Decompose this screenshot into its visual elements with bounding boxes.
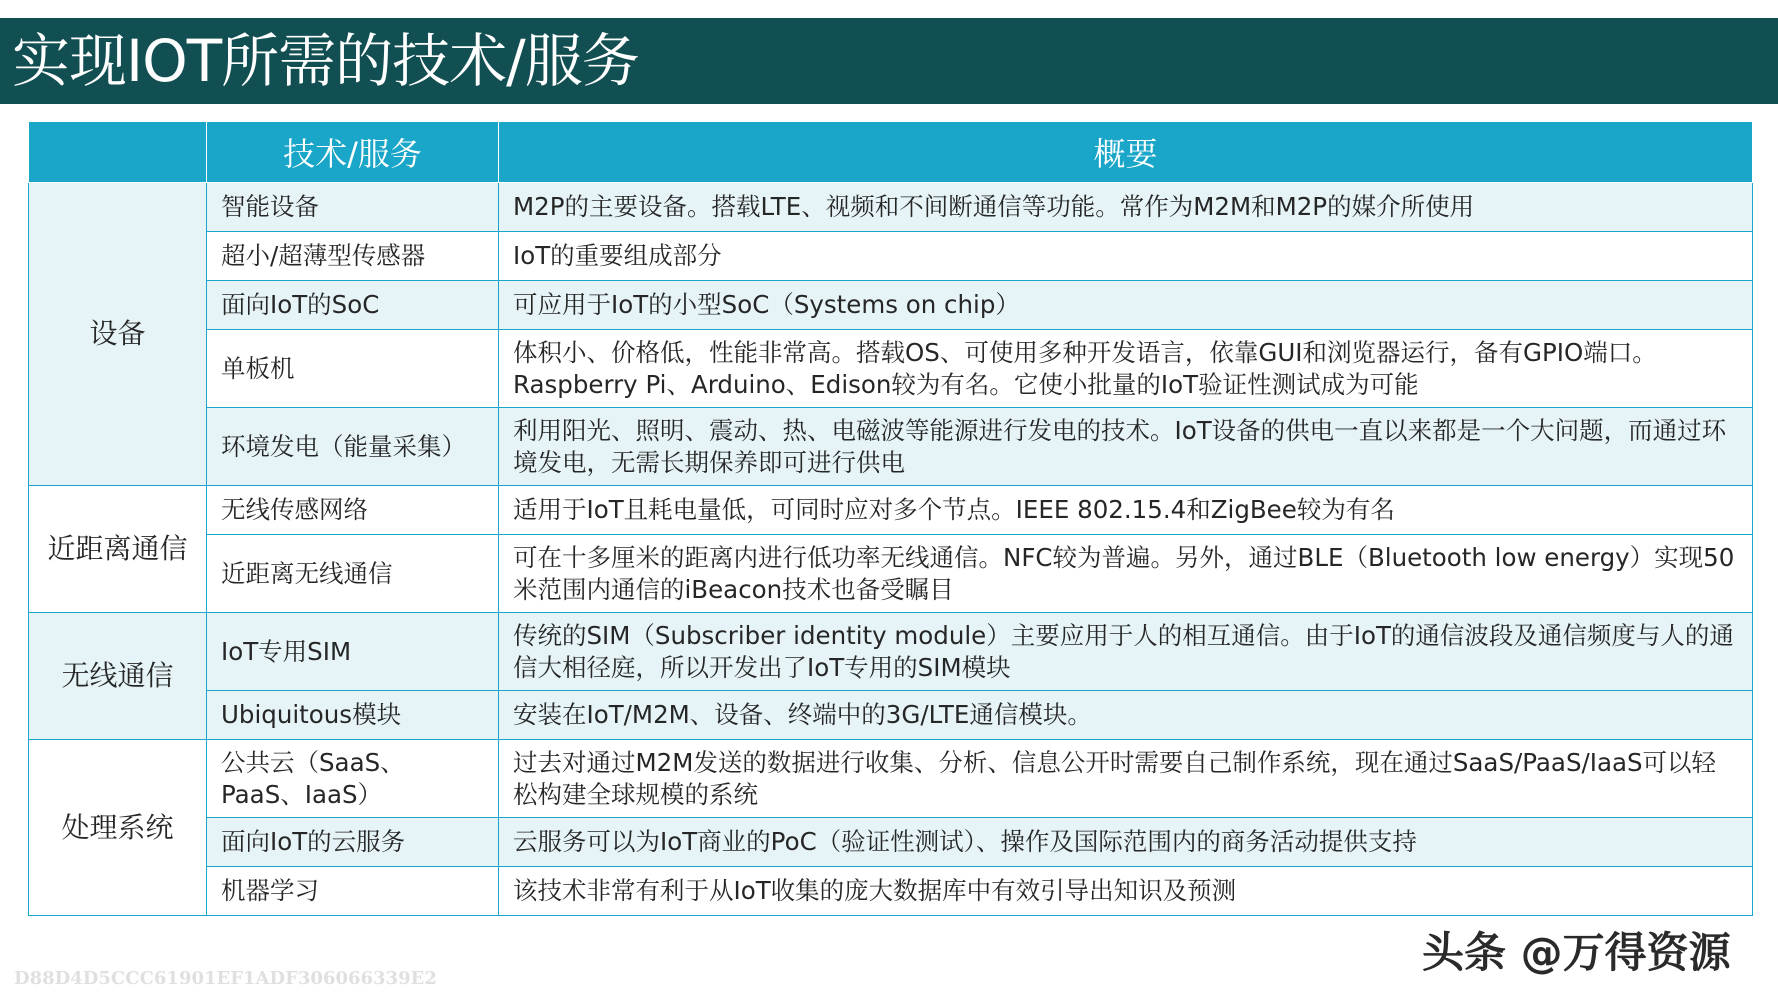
header-category — [29, 122, 207, 183]
summary-cell: 安装在IoT/M2M、设备、终端中的3G/LTE通信模块。 — [499, 691, 1753, 740]
tech-cell: 近距离无线通信 — [207, 535, 499, 613]
category-devices: 设备 — [29, 183, 207, 486]
header-summary: 概要 — [499, 122, 1753, 183]
tech-cell: IoT专用SIM — [207, 613, 499, 691]
table-row — [29, 408, 1753, 486]
summary-cell: M2P的主要设备。搭载LTE、视频和不间断通信等功能。常作为M2M和M2P的媒介所使用 — [499, 183, 1753, 232]
tech-cell: 超小/超薄型传感器 — [207, 232, 499, 281]
tech-cell: 智能设备 — [207, 183, 499, 232]
tech-cell: 面向IoT的SoC — [207, 281, 499, 330]
summary-cell: 体积小、价格低，性能非常高。搭载OS、可使用多种开发语言，依靠GUI和浏览器运行，备有GPIO端口。Raspberry Pi、Arduino、Edison较为有名。它使小批量的IoT验证性测试成为可能 — [499, 330, 1753, 408]
title-bar — [0, 18, 1778, 104]
summary-cell: 该技术非常有利于从IoT收集的庞大数据库中有效引导出知识及预测 — [499, 867, 1753, 916]
table-row — [29, 740, 1753, 818]
summary-cell: 可在十多厘米的距离内进行低功率无线通信。NFC较为普遍。另外，通过BLE（Bluetooth low energy）实现50米范围内通信的iBeacon技术也备受瞩目 — [499, 535, 1753, 613]
summary-cell: 利用阳光、照明、震动、热、电磁波等能源进行发电的技术。IoT设备的供电一直以来都是一个大问题，而通过环境发电，无需长期保养即可进行供电 — [499, 408, 1753, 486]
source-watermark: 头条 @万得资源 — [1422, 928, 1731, 977]
category-wireless: 无线通信 — [29, 613, 207, 740]
category-processing: 处理系统 — [29, 740, 207, 916]
table-row — [29, 867, 1753, 916]
category-short-range: 近距离通信 — [29, 486, 207, 613]
summary-cell: IoT的重要组成部分 — [499, 232, 1753, 281]
table-row — [29, 486, 1753, 535]
summary-cell: 可应用于IoT的小型SoC（Systems on chip） — [499, 281, 1753, 330]
table-row — [29, 818, 1753, 867]
tech-cell: 公共云（SaaS、PaaS、IaaS） — [207, 740, 499, 818]
tech-cell: 单板机 — [207, 330, 499, 408]
table-row — [29, 281, 1753, 330]
table-row — [29, 535, 1753, 613]
tech-cell: Ubiquitous模块 — [207, 691, 499, 740]
table-row — [29, 691, 1753, 740]
page-title: 实现IOT所需的技术/服务 — [12, 27, 639, 95]
tech-cell: 面向IoT的云服务 — [207, 818, 499, 867]
tech-cell: 无线传感网络 — [207, 486, 499, 535]
table-row — [29, 613, 1753, 691]
tech-cell: 环境发电（能量采集） — [207, 408, 499, 486]
document-hash: D88D4D5CCC61901EF1ADF306066339E2 — [14, 968, 437, 989]
summary-cell: 云服务可以为IoT商业的PoC（验证性测试）、操作及国际范围内的商务活动提供支持 — [499, 818, 1753, 867]
summary-cell: 适用于IoT且耗电量低，可同时应对多个节点。IEEE 802.15.4和ZigBee较为有名 — [499, 486, 1753, 535]
table-row — [29, 330, 1753, 408]
summary-cell: 传统的SIM（Subscriber identity module）主要应用于人的相互通信。由于IoT的通信波段及通信频度与人的通信大相径庭，所以开发出了IoT专用的SIM模块 — [499, 613, 1753, 691]
table-header-row — [29, 122, 1753, 183]
summary-cell: 过去对通过M2M发送的数据进行收集、分析、信息公开时需要自己制作系统，现在通过SaaS/PaaS/IaaS可以轻松构建全球规模的系统 — [499, 740, 1753, 818]
tech-cell: 机器学习 — [207, 867, 499, 916]
tech-table — [28, 121, 1753, 916]
table-row — [29, 183, 1753, 232]
table-row — [29, 232, 1753, 281]
header-tech: 技术/服务 — [207, 122, 499, 183]
